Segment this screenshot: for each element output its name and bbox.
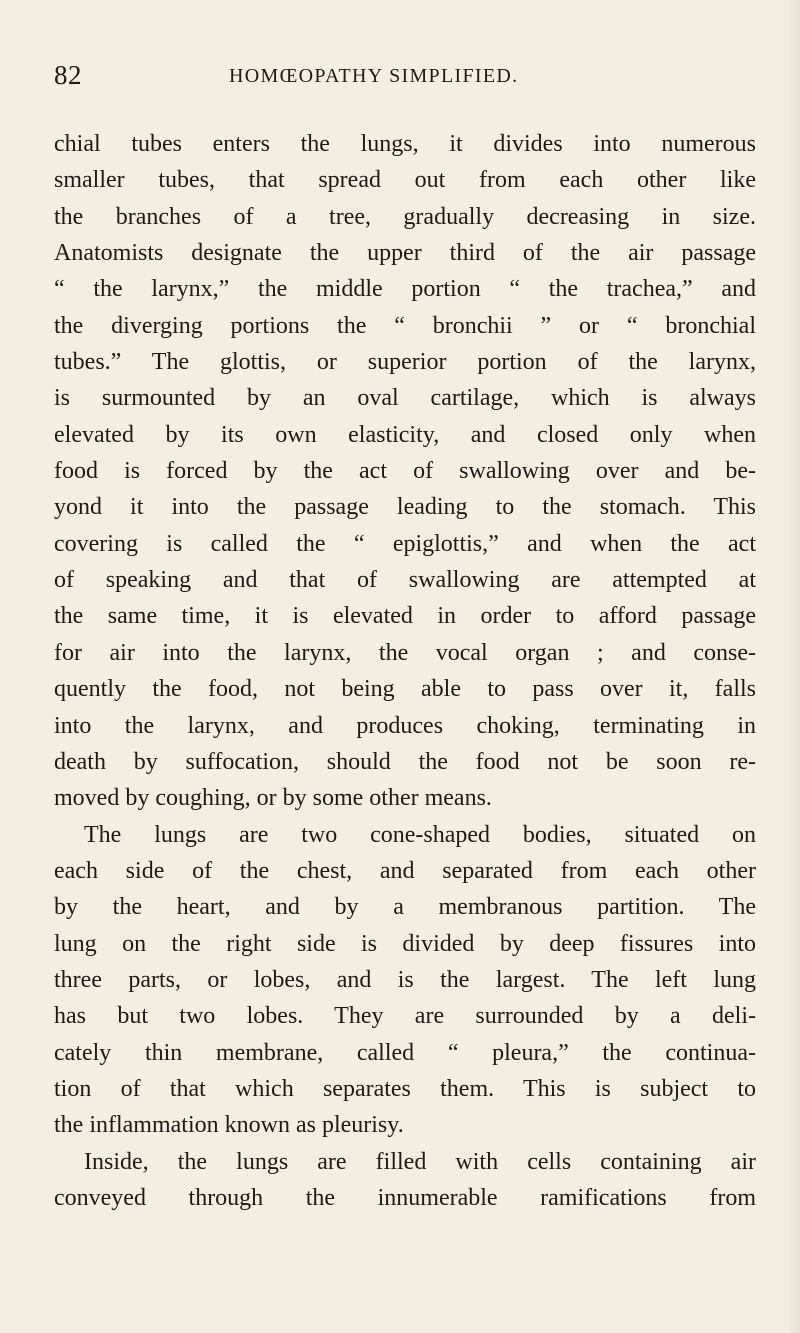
- text-line: the same time, it is elevated in order to afford passage: [54, 603, 756, 630]
- text-line: of speaking and that of swallowing are attempted at: [54, 567, 756, 594]
- text-line: elevated by its own elasticity, and closed only when: [54, 421, 756, 448]
- text-line: each side of the chest, and separated from each other: [54, 857, 756, 884]
- page-edge-shadow: [786, 0, 800, 1333]
- text-line: tubes.” The glottis, or superior portion of the larynx,: [54, 349, 756, 376]
- page-number: 82: [54, 60, 82, 90]
- running-title: HOMŒOPATHY SIMPLIFIED.: [229, 65, 519, 87]
- text-line: three parts, or lobes, and is the largest. The left lung: [54, 966, 756, 993]
- text-line: by the heart, and by a membranous partition. The: [54, 894, 756, 921]
- text-line: has but two lobes. They are surrounded by a deli-: [54, 1003, 756, 1030]
- text-line: tion of that which separates them. This is subject to: [54, 1075, 756, 1102]
- text-line: yond it into the passage leading to the stomach. This: [54, 494, 756, 521]
- text-line: the branches of a tree, gradually decreasing in size.: [54, 203, 756, 230]
- text-line: death by suffocation, should the food not be soon re-: [54, 748, 756, 775]
- text-line: for air into the larynx, the vocal organ ; and conse-: [54, 639, 756, 666]
- text-line: chial tubes enters the lungs, it divides into numerous: [54, 131, 756, 157]
- text-line: the diverging portions the “ bronchii ” or “ bronchial: [54, 312, 756, 339]
- text-line: the inflammation known as pleurisy.: [54, 1112, 404, 1139]
- text-line: Anatomists designate the upper third of the air passage: [54, 240, 756, 267]
- text-line: The lungs are two cone-shaped bodies, situated on: [84, 821, 756, 848]
- text-line: food is forced by the act of swallowing over and be-: [54, 458, 756, 485]
- text-line: lung on the right side is divided by deep fissures into: [54, 930, 756, 957]
- text-line: quently the food, not being able to pass over it, falls: [54, 676, 756, 703]
- text-line: is surmounted by an oval cartilage, which is always: [54, 385, 756, 412]
- text-line: smaller tubes, that spread out from each other like: [54, 167, 756, 194]
- text-line: cately thin membrane, called “ pleura,” the continua-: [54, 1039, 756, 1066]
- running-head: [54, 60, 754, 90]
- text-line: covering is called the “ epiglottis,” and when the act: [54, 530, 756, 557]
- text-line: “ the larynx,” the middle portion “ the trachea,” and: [54, 276, 756, 303]
- text-line: into the larynx, and produces choking, terminating in: [54, 712, 756, 739]
- text-line: Inside, the lungs are filled with cells containing air: [84, 1148, 756, 1175]
- body-text: [54, 126, 756, 1216]
- text-line: conveyed through the innumerable ramifications from: [54, 1184, 756, 1211]
- text-line: moved by coughing, or by some other means.: [54, 785, 492, 812]
